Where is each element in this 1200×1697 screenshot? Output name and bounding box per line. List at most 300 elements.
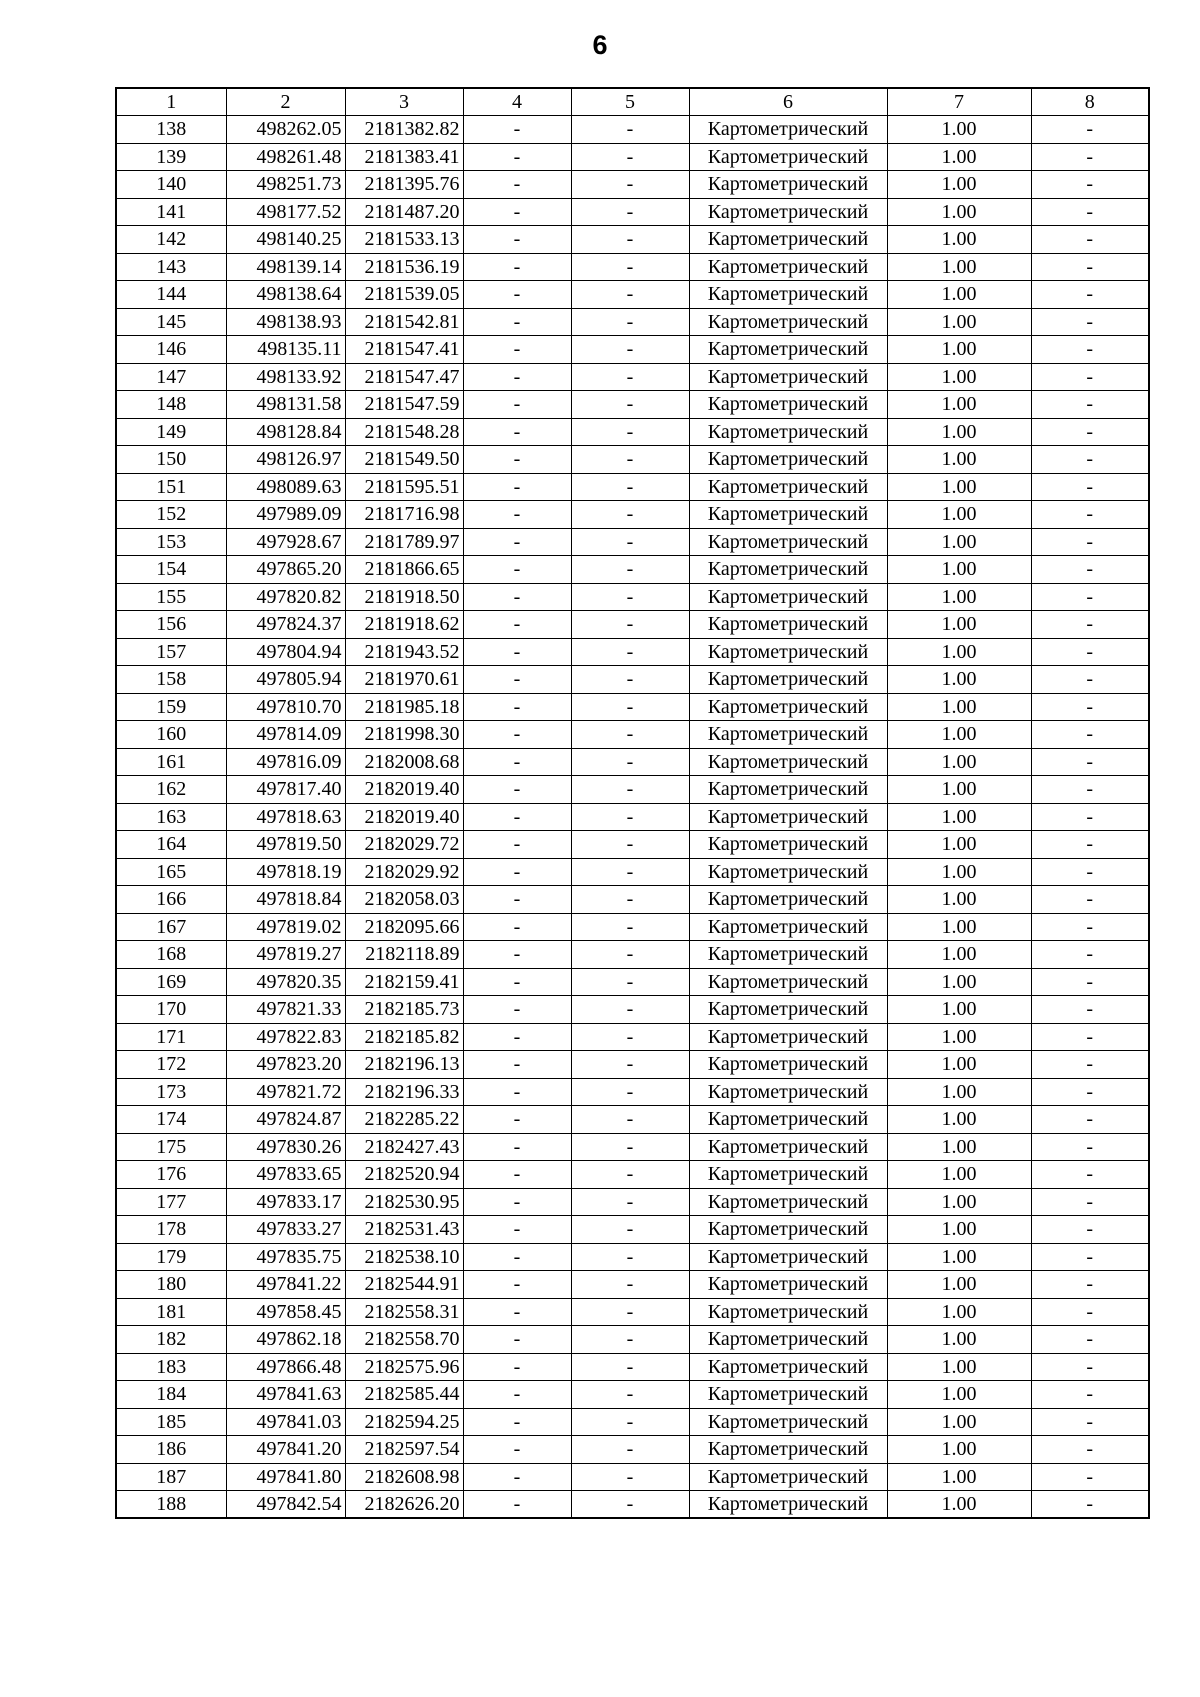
- point-number-cell: 144: [116, 281, 226, 309]
- method-cell: Картометрический: [689, 1106, 887, 1134]
- column-5-cell: -: [571, 391, 689, 419]
- table-row: [116, 1133, 1149, 1161]
- method-cell: Картометрический: [689, 693, 887, 721]
- column-8-cell: -: [1031, 1408, 1149, 1436]
- column-5-cell: -: [571, 721, 689, 749]
- column-8-cell: -: [1031, 143, 1149, 171]
- method-cell: Картометрический: [689, 528, 887, 556]
- y-coordinate-cell: 2182427.43: [345, 1133, 463, 1161]
- column-5-cell: -: [571, 886, 689, 914]
- method-cell: Картометрический: [689, 363, 887, 391]
- column-4-cell: -: [463, 1243, 571, 1271]
- column-4-cell: -: [463, 1271, 571, 1299]
- point-number-cell: 186: [116, 1436, 226, 1464]
- method-cell: Картометрический: [689, 1353, 887, 1381]
- point-number-cell: 182: [116, 1326, 226, 1354]
- column-4-cell: -: [463, 116, 571, 144]
- point-number-cell: 175: [116, 1133, 226, 1161]
- column-4-cell: -: [463, 336, 571, 364]
- x-coordinate-cell: 497841.63: [226, 1381, 345, 1409]
- table-row: [116, 1188, 1149, 1216]
- column-5-cell: -: [571, 666, 689, 694]
- y-coordinate-cell: 2182626.20: [345, 1491, 463, 1519]
- y-coordinate-cell: 2182029.72: [345, 831, 463, 859]
- column-8-cell: -: [1031, 638, 1149, 666]
- point-number-cell: 154: [116, 556, 226, 584]
- column-4-cell: -: [463, 611, 571, 639]
- point-number-cell: 138: [116, 116, 226, 144]
- point-number-cell: 146: [116, 336, 226, 364]
- method-cell: Картометрический: [689, 666, 887, 694]
- column-5-cell: -: [571, 638, 689, 666]
- y-coordinate-cell: 2182530.95: [345, 1188, 463, 1216]
- column-4-cell: -: [463, 1298, 571, 1326]
- y-coordinate-cell: 2181536.19: [345, 253, 463, 281]
- point-number-cell: 143: [116, 253, 226, 281]
- column-4-cell: -: [463, 1078, 571, 1106]
- y-coordinate-cell: 2181383.41: [345, 143, 463, 171]
- column-4-cell: -: [463, 1491, 571, 1519]
- column-5-cell: -: [571, 1271, 689, 1299]
- method-cell: Картометрический: [689, 1326, 887, 1354]
- column-8-cell: -: [1031, 1381, 1149, 1409]
- column-5-cell: -: [571, 116, 689, 144]
- method-cell: Картометрический: [689, 1133, 887, 1161]
- column-5-cell: -: [571, 1326, 689, 1354]
- point-number-cell: 159: [116, 693, 226, 721]
- accuracy-cell: 1.00: [887, 886, 1031, 914]
- column-8-cell: -: [1031, 418, 1149, 446]
- accuracy-cell: 1.00: [887, 1463, 1031, 1491]
- point-number-cell: 162: [116, 776, 226, 804]
- x-coordinate-cell: 497810.70: [226, 693, 345, 721]
- method-cell: Картометрический: [689, 583, 887, 611]
- y-coordinate-cell: 2182544.91: [345, 1271, 463, 1299]
- page-number: 6: [592, 30, 608, 60]
- column-8-cell: -: [1031, 913, 1149, 941]
- column-5-cell: -: [571, 831, 689, 859]
- method-cell: Картометрический: [689, 776, 887, 804]
- x-coordinate-cell: 498133.92: [226, 363, 345, 391]
- table-row: [116, 281, 1149, 309]
- accuracy-cell: 1.00: [887, 858, 1031, 886]
- accuracy-cell: 1.00: [887, 501, 1031, 529]
- point-number-cell: 161: [116, 748, 226, 776]
- y-coordinate-cell: 2181542.81: [345, 308, 463, 336]
- column-5-cell: -: [571, 1106, 689, 1134]
- column-4-cell: -: [463, 666, 571, 694]
- point-number-cell: 149: [116, 418, 226, 446]
- column-4-cell: -: [463, 528, 571, 556]
- point-number-cell: 163: [116, 803, 226, 831]
- point-number-cell: 152: [116, 501, 226, 529]
- method-cell: Картометрический: [689, 473, 887, 501]
- column-4-cell: -: [463, 1051, 571, 1079]
- column-8-cell: -: [1031, 721, 1149, 749]
- column-5-cell: -: [571, 611, 689, 639]
- x-coordinate-cell: 497818.84: [226, 886, 345, 914]
- y-coordinate-cell: 2182531.43: [345, 1216, 463, 1244]
- table-row: [116, 1106, 1149, 1134]
- y-coordinate-cell: 2181548.28: [345, 418, 463, 446]
- column-header: 4: [463, 88, 571, 116]
- table-row: [116, 198, 1149, 226]
- y-coordinate-cell: 2182058.03: [345, 886, 463, 914]
- accuracy-cell: 1.00: [887, 281, 1031, 309]
- column-5-cell: -: [571, 693, 689, 721]
- y-coordinate-cell: 2181382.82: [345, 116, 463, 144]
- column-4-cell: -: [463, 941, 571, 969]
- accuracy-cell: 1.00: [887, 1078, 1031, 1106]
- y-coordinate-cell: 2181866.65: [345, 556, 463, 584]
- x-coordinate-cell: 497865.20: [226, 556, 345, 584]
- column-4-cell: -: [463, 1216, 571, 1244]
- x-coordinate-cell: 497823.20: [226, 1051, 345, 1079]
- column-5-cell: -: [571, 501, 689, 529]
- x-coordinate-cell: 498126.97: [226, 446, 345, 474]
- column-5-cell: -: [571, 803, 689, 831]
- method-cell: Картометрический: [689, 446, 887, 474]
- x-coordinate-cell: 497817.40: [226, 776, 345, 804]
- point-number-cell: 180: [116, 1271, 226, 1299]
- y-coordinate-cell: 2182159.41: [345, 968, 463, 996]
- table-row: [116, 1078, 1149, 1106]
- column-8-cell: -: [1031, 253, 1149, 281]
- accuracy-cell: 1.00: [887, 583, 1031, 611]
- y-coordinate-cell: 2181547.41: [345, 336, 463, 364]
- point-number-cell: 167: [116, 913, 226, 941]
- column-header: 7: [887, 88, 1031, 116]
- point-number-cell: 140: [116, 171, 226, 199]
- column-8-cell: -: [1031, 473, 1149, 501]
- accuracy-cell: 1.00: [887, 1298, 1031, 1326]
- column-8-cell: -: [1031, 1326, 1149, 1354]
- y-coordinate-cell: 2181539.05: [345, 281, 463, 309]
- column-8-cell: -: [1031, 1271, 1149, 1299]
- point-number-cell: 165: [116, 858, 226, 886]
- x-coordinate-cell: 497858.45: [226, 1298, 345, 1326]
- column-4-cell: -: [463, 1436, 571, 1464]
- y-coordinate-cell: 2181595.51: [345, 473, 463, 501]
- column-4-cell: -: [463, 1188, 571, 1216]
- accuracy-cell: 1.00: [887, 1436, 1031, 1464]
- table-row: [116, 776, 1149, 804]
- point-number-cell: 169: [116, 968, 226, 996]
- column-8-cell: -: [1031, 116, 1149, 144]
- x-coordinate-cell: 498138.93: [226, 308, 345, 336]
- accuracy-cell: 1.00: [887, 336, 1031, 364]
- y-coordinate-cell: 2182118.89: [345, 941, 463, 969]
- column-5-cell: -: [571, 308, 689, 336]
- point-number-cell: 174: [116, 1106, 226, 1134]
- x-coordinate-cell: 497833.17: [226, 1188, 345, 1216]
- method-cell: Картометрический: [689, 501, 887, 529]
- table-row: [116, 941, 1149, 969]
- method-cell: Картометрический: [689, 556, 887, 584]
- column-4-cell: -: [463, 1326, 571, 1354]
- column-8-cell: -: [1031, 1188, 1149, 1216]
- column-5-cell: -: [571, 1298, 689, 1326]
- column-8-cell: -: [1031, 1023, 1149, 1051]
- x-coordinate-cell: 497841.80: [226, 1463, 345, 1491]
- accuracy-cell: 1.00: [887, 556, 1031, 584]
- column-4-cell: -: [463, 1133, 571, 1161]
- x-coordinate-cell: 497820.35: [226, 968, 345, 996]
- y-coordinate-cell: 2182558.70: [345, 1326, 463, 1354]
- point-number-cell: 188: [116, 1491, 226, 1519]
- column-5-cell: -: [571, 1243, 689, 1271]
- point-number-cell: 177: [116, 1188, 226, 1216]
- column-5-cell: -: [571, 1023, 689, 1051]
- method-cell: Картометрический: [689, 1161, 887, 1189]
- x-coordinate-cell: 497841.22: [226, 1271, 345, 1299]
- table-row: [116, 748, 1149, 776]
- method-cell: Картометрический: [689, 1381, 887, 1409]
- x-coordinate-cell: 497824.87: [226, 1106, 345, 1134]
- table-row: [116, 611, 1149, 639]
- x-coordinate-cell: 497814.09: [226, 721, 345, 749]
- method-cell: Картометрический: [689, 308, 887, 336]
- column-5-cell: -: [571, 281, 689, 309]
- column-5-cell: -: [571, 776, 689, 804]
- y-coordinate-cell: 2181487.20: [345, 198, 463, 226]
- table-row: [116, 336, 1149, 364]
- column-5-cell: -: [571, 253, 689, 281]
- column-8-cell: -: [1031, 666, 1149, 694]
- column-4-cell: -: [463, 1463, 571, 1491]
- column-4-cell: -: [463, 308, 571, 336]
- y-coordinate-cell: 2182597.54: [345, 1436, 463, 1464]
- column-4-cell: -: [463, 1106, 571, 1134]
- table-row: [116, 501, 1149, 529]
- y-coordinate-cell: 2182008.68: [345, 748, 463, 776]
- column-header: 2: [226, 88, 345, 116]
- point-number-cell: 185: [116, 1408, 226, 1436]
- point-number-cell: 166: [116, 886, 226, 914]
- x-coordinate-cell: 497928.67: [226, 528, 345, 556]
- point-number-cell: 160: [116, 721, 226, 749]
- x-coordinate-cell: 498139.14: [226, 253, 345, 281]
- method-cell: Картометрический: [689, 1298, 887, 1326]
- y-coordinate-cell: 2182575.96: [345, 1353, 463, 1381]
- x-coordinate-cell: 497805.94: [226, 666, 345, 694]
- column-8-cell: -: [1031, 583, 1149, 611]
- y-coordinate-cell: 2181943.52: [345, 638, 463, 666]
- y-coordinate-cell: 2181549.50: [345, 446, 463, 474]
- method-cell: Картометрический: [689, 1216, 887, 1244]
- accuracy-cell: 1.00: [887, 941, 1031, 969]
- x-coordinate-cell: 497862.18: [226, 1326, 345, 1354]
- table-body: [116, 116, 1149, 1519]
- method-cell: Картометрический: [689, 336, 887, 364]
- table-row: [116, 1051, 1149, 1079]
- y-coordinate-cell: 2182196.13: [345, 1051, 463, 1079]
- column-8-cell: -: [1031, 1353, 1149, 1381]
- method-cell: Картометрический: [689, 391, 887, 419]
- method-cell: Картометрический: [689, 226, 887, 254]
- column-5-cell: -: [571, 1491, 689, 1519]
- y-coordinate-cell: 2182019.40: [345, 803, 463, 831]
- column-4-cell: -: [463, 858, 571, 886]
- column-8-cell: -: [1031, 996, 1149, 1024]
- accuracy-cell: 1.00: [887, 171, 1031, 199]
- accuracy-cell: 1.00: [887, 968, 1031, 996]
- table-row: [116, 1353, 1149, 1381]
- table-row: [116, 721, 1149, 749]
- x-coordinate-cell: 498135.11: [226, 336, 345, 364]
- accuracy-cell: 1.00: [887, 721, 1031, 749]
- accuracy-cell: 1.00: [887, 693, 1031, 721]
- method-cell: Картометрический: [689, 281, 887, 309]
- column-5-cell: -: [571, 748, 689, 776]
- column-8-cell: -: [1031, 611, 1149, 639]
- point-number-cell: 147: [116, 363, 226, 391]
- accuracy-cell: 1.00: [887, 776, 1031, 804]
- column-8-cell: -: [1031, 171, 1149, 199]
- point-number-cell: 141: [116, 198, 226, 226]
- method-cell: Картометрический: [689, 418, 887, 446]
- table-row: [116, 308, 1149, 336]
- accuracy-cell: 1.00: [887, 391, 1031, 419]
- y-coordinate-cell: 2182594.25: [345, 1408, 463, 1436]
- x-coordinate-cell: 497821.33: [226, 996, 345, 1024]
- column-5-cell: -: [571, 143, 689, 171]
- point-number-cell: 158: [116, 666, 226, 694]
- table-row: [116, 528, 1149, 556]
- x-coordinate-cell: 497818.63: [226, 803, 345, 831]
- method-cell: Картометрический: [689, 913, 887, 941]
- column-5-cell: -: [571, 968, 689, 996]
- x-coordinate-cell: 497833.27: [226, 1216, 345, 1244]
- column-4-cell: -: [463, 886, 571, 914]
- table-row: [116, 1436, 1149, 1464]
- column-4-cell: -: [463, 803, 571, 831]
- table-row: [116, 638, 1149, 666]
- method-cell: Картометрический: [689, 858, 887, 886]
- x-coordinate-cell: 497835.75: [226, 1243, 345, 1271]
- x-coordinate-cell: 497816.09: [226, 748, 345, 776]
- column-4-cell: -: [463, 418, 571, 446]
- table-row: [116, 556, 1149, 584]
- table-row: [116, 996, 1149, 1024]
- column-8-cell: -: [1031, 391, 1149, 419]
- accuracy-cell: 1.00: [887, 803, 1031, 831]
- accuracy-cell: 1.00: [887, 1353, 1031, 1381]
- accuracy-cell: 1.00: [887, 666, 1031, 694]
- y-coordinate-cell: 2181998.30: [345, 721, 463, 749]
- table-row: [116, 831, 1149, 859]
- column-4-cell: -: [463, 638, 571, 666]
- y-coordinate-cell: 2181547.59: [345, 391, 463, 419]
- y-coordinate-cell: 2181918.62: [345, 611, 463, 639]
- column-header: 3: [345, 88, 463, 116]
- column-4-cell: -: [463, 776, 571, 804]
- y-coordinate-cell: 2182558.31: [345, 1298, 463, 1326]
- column-4-cell: -: [463, 446, 571, 474]
- point-number-cell: 153: [116, 528, 226, 556]
- accuracy-cell: 1.00: [887, 1381, 1031, 1409]
- column-header: 8: [1031, 88, 1149, 116]
- point-number-cell: 181: [116, 1298, 226, 1326]
- method-cell: Картометрический: [689, 968, 887, 996]
- column-header: 6: [689, 88, 887, 116]
- method-cell: Картометрический: [689, 996, 887, 1024]
- y-coordinate-cell: 2182196.33: [345, 1078, 463, 1106]
- accuracy-cell: 1.00: [887, 116, 1031, 144]
- x-coordinate-cell: 498128.84: [226, 418, 345, 446]
- accuracy-cell: 1.00: [887, 226, 1031, 254]
- column-4-cell: -: [463, 913, 571, 941]
- column-8-cell: -: [1031, 226, 1149, 254]
- column-5-cell: -: [571, 941, 689, 969]
- column-5-cell: -: [571, 418, 689, 446]
- column-5-cell: -: [571, 858, 689, 886]
- accuracy-cell: 1.00: [887, 1491, 1031, 1519]
- accuracy-cell: 1.00: [887, 1326, 1031, 1354]
- column-8-cell: -: [1031, 363, 1149, 391]
- column-8-cell: -: [1031, 281, 1149, 309]
- x-coordinate-cell: 497866.48: [226, 1353, 345, 1381]
- y-coordinate-cell: 2181970.61: [345, 666, 463, 694]
- accuracy-cell: 1.00: [887, 1216, 1031, 1244]
- column-4-cell: -: [463, 171, 571, 199]
- column-8-cell: -: [1031, 1491, 1149, 1519]
- method-cell: Картометрический: [689, 886, 887, 914]
- column-4-cell: -: [463, 1408, 571, 1436]
- point-number-cell: 157: [116, 638, 226, 666]
- table-row: [116, 1491, 1149, 1519]
- method-cell: Картометрический: [689, 721, 887, 749]
- table-row: [116, 473, 1149, 501]
- x-coordinate-cell: 497830.26: [226, 1133, 345, 1161]
- accuracy-cell: 1.00: [887, 1133, 1031, 1161]
- table-row: [116, 913, 1149, 941]
- table-row: [116, 693, 1149, 721]
- column-4-cell: -: [463, 721, 571, 749]
- accuracy-cell: 1.00: [887, 198, 1031, 226]
- table-row: [116, 1326, 1149, 1354]
- column-5-cell: -: [571, 1133, 689, 1161]
- accuracy-cell: 1.00: [887, 1161, 1031, 1189]
- column-8-cell: -: [1031, 776, 1149, 804]
- table-row: [116, 1023, 1149, 1051]
- method-cell: Картометрический: [689, 1188, 887, 1216]
- coordinates-table: [115, 87, 1150, 1519]
- accuracy-cell: 1.00: [887, 1051, 1031, 1079]
- column-header: 1: [116, 88, 226, 116]
- method-cell: Картометрический: [689, 941, 887, 969]
- y-coordinate-cell: 2181533.13: [345, 226, 463, 254]
- column-5-cell: -: [571, 913, 689, 941]
- accuracy-cell: 1.00: [887, 1271, 1031, 1299]
- column-4-cell: -: [463, 1353, 571, 1381]
- column-5-cell: -: [571, 583, 689, 611]
- y-coordinate-cell: 2182538.10: [345, 1243, 463, 1271]
- column-5-cell: -: [571, 171, 689, 199]
- point-number-cell: 171: [116, 1023, 226, 1051]
- method-cell: Картометрический: [689, 143, 887, 171]
- column-5-cell: -: [571, 1381, 689, 1409]
- column-4-cell: -: [463, 391, 571, 419]
- column-4-cell: -: [463, 556, 571, 584]
- x-coordinate-cell: 497822.83: [226, 1023, 345, 1051]
- point-number-cell: 148: [116, 391, 226, 419]
- y-coordinate-cell: 2182185.73: [345, 996, 463, 1024]
- table-row: [116, 363, 1149, 391]
- column-8-cell: -: [1031, 1216, 1149, 1244]
- y-coordinate-cell: 2181789.97: [345, 528, 463, 556]
- table-row: [116, 418, 1149, 446]
